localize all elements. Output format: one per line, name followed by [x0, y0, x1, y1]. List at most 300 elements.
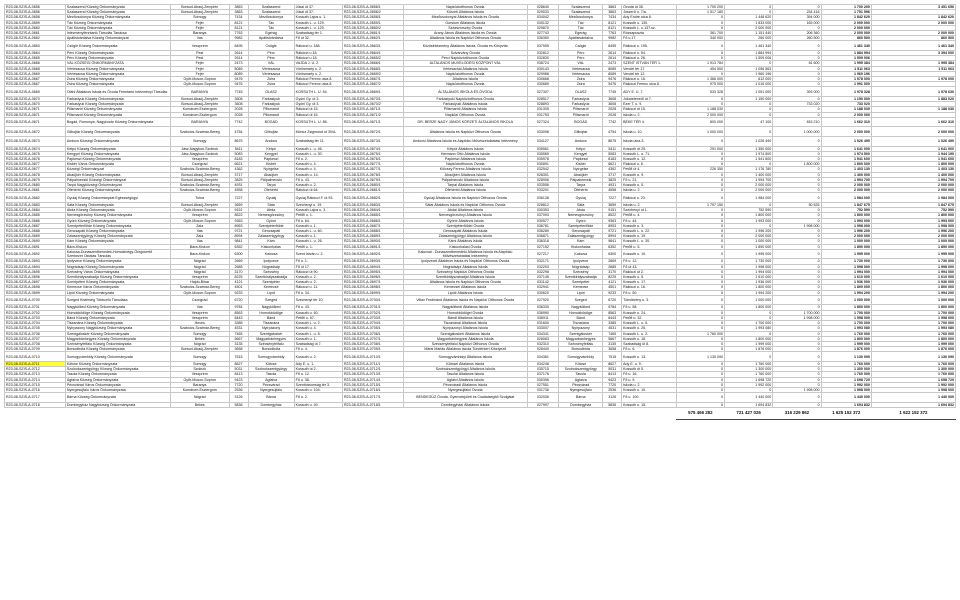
- cell-amount-c: 0: [773, 336, 821, 341]
- cell-om-id: 034341: [527, 331, 558, 336]
- cell-city: Vértesacsa: [248, 66, 294, 71]
- cell-site-city: Somogyvámhidy: [559, 352, 603, 362]
- cell-applicant-name: Nyírpazony Nagyközség Önkormányzata: [65, 326, 170, 331]
- cell-amount-b: 1 694 832: [725, 402, 773, 407]
- cell-institution-name: Kemecsei Általános Iskola: [403, 285, 527, 290]
- cell-county: Baranya: [170, 31, 229, 36]
- cell-site-address: Kossuth út 5.: [622, 367, 677, 372]
- cell-zip: 8183: [229, 157, 248, 162]
- cell-county: Pest: [170, 56, 229, 61]
- cell-site-address: Kossuth L. u.137.sz.: [622, 25, 677, 30]
- cell-institution-name: Szentkirályszabadjai Általános Iskola: [403, 275, 527, 280]
- cell-amount-b: 1 541 600: [725, 157, 773, 162]
- cell-om-id: 033007: [527, 326, 558, 331]
- total-spacer: [622, 407, 677, 419]
- cell-address: Fő u. 43.: [294, 305, 342, 310]
- cell-site-city: Kiskunhalas: [559, 244, 603, 249]
- cell-amount-b: 0: [725, 102, 773, 107]
- cell-amount-total: 1 936 000: [821, 280, 871, 285]
- cell-amount-total: 1 130 090: [821, 352, 871, 362]
- cell-amount-a: 0: [676, 269, 724, 274]
- cell-amount-a: 0: [676, 310, 724, 315]
- cell-amount-c: 0: [773, 213, 821, 218]
- cell-amount-c: 0: [773, 352, 821, 362]
- cell-site-address: Rákóczi u. 16.: [622, 77, 677, 82]
- cell-amount-grand: 2 000 000: [871, 183, 955, 188]
- cell-amount-a: 0: [676, 102, 724, 107]
- cell-amount-b: 1 936 000: [725, 280, 773, 285]
- spreadsheet: [4, 4, 956, 420]
- cell-amount-a: 0: [676, 402, 724, 407]
- cell-om-id: 030669: [527, 82, 558, 87]
- cell-project-id: R23-08-SZIS-A-0713: [5, 372, 66, 377]
- cell-site-zip: 2614: [603, 56, 622, 61]
- cell-city: Zsira: [248, 82, 294, 87]
- cell-amount-a: 0: [676, 367, 724, 372]
- cell-county: Vas: [170, 36, 229, 41]
- cell-project-id: R23-08-SZIS-A-0680: [5, 183, 66, 188]
- cell-address: Fő u. 64.: [294, 218, 342, 223]
- cell-amount-c: 0: [773, 157, 821, 162]
- cell-city: Zsira: [248, 77, 294, 82]
- cell-site-id: R23-08-SZIS-A-0683/1: [342, 203, 403, 208]
- cell-site-id: R23-08-SZIS-A-0658/1: [342, 15, 403, 20]
- cell-site-city: Zsira: [559, 77, 603, 82]
- cell-city: Bárna: [248, 393, 294, 403]
- cell-site-zip: 6720: [603, 295, 622, 305]
- cell-institution-name: Napköziotthonos Óvoda: [403, 71, 527, 76]
- cell-site-id: R23-08-SZIS-A-0706/1: [342, 331, 403, 336]
- cell-site-address: SZENT ISTVÁN TÉR 1.: [622, 61, 677, 66]
- cell-site-id: R23-08-SZIS-A-0678/1: [342, 172, 403, 177]
- cell-address: Petőfi u. 1.: [294, 213, 342, 218]
- cell-zip: 2028: [229, 112, 248, 117]
- cell-city: Kám: [248, 239, 294, 244]
- cell-project-id: R23-08-SZIS-A-0671: [5, 117, 66, 127]
- cell-county: Nógrád: [170, 393, 229, 403]
- cell-applicant-name: Abda Község Önkormányzata: [65, 208, 170, 213]
- cell-om-id: 034361: [527, 352, 558, 362]
- cell-zip: 8495: [229, 41, 248, 51]
- cell-amount-total: 1 610 000: [821, 275, 871, 280]
- cell-amount-b: 2 000 000: [725, 188, 773, 193]
- cell-amount-total: 1 509 006: [821, 56, 871, 61]
- cell-project-id: R23-08-SZIS-A-0696: [5, 275, 66, 280]
- cell-om-id: 029033: [527, 10, 558, 15]
- cell-amount-c: 0: [773, 188, 821, 193]
- cell-site-city: Pálpalmecski: [559, 177, 603, 182]
- cell-site-id: R23-08-SZIS-A-0676/1: [342, 157, 403, 162]
- cell-site-id: R23-08-SZIS-A-0696/1: [342, 275, 403, 280]
- cell-amount-b: 260 000: [725, 36, 773, 41]
- cell-amount-grand: 1 994 200: [871, 290, 955, 295]
- cell-amount-total: 2 000 000: [821, 127, 871, 137]
- cell-address: Kossuth u. 40.: [294, 402, 342, 407]
- cell-site-address: Tömörkény u. 3.: [622, 295, 677, 305]
- cell-site-zip: 3825: [603, 177, 622, 182]
- cell-site-id: R23-08-SZIS-A-0689/1: [342, 234, 403, 239]
- cell-site-address: Kossuth L. u. 30.: [622, 239, 677, 244]
- cell-institution-name: Általános Iskola és Napközi Otthonos Óvoda: [403, 127, 527, 137]
- cell-amount-c: 0: [773, 331, 821, 336]
- cell-om-id: 037145: [527, 275, 558, 280]
- cell-om-id: 034127: [527, 137, 558, 147]
- cell-address: Szabadság tér 11.: [294, 137, 342, 147]
- cell-om-id: 027307: [527, 87, 558, 97]
- cell-city: Egerág: [248, 31, 294, 36]
- cell-zip: 2473: [229, 61, 248, 66]
- cell-applicant-name: Tarpa Nagyközségi Önkormányzat: [65, 183, 170, 188]
- cell-site-zip: 2685: [603, 264, 622, 269]
- cell-site-city: OLASZ: [559, 87, 603, 97]
- cell-amount-c: 0: [773, 285, 821, 290]
- cell-institution-name: Szécsényfelfalui Napközi Otthonos Óvoda: [403, 341, 527, 346]
- cell-amount-b: 0: [725, 331, 773, 336]
- total-spacer: [5, 407, 66, 419]
- cell-site-id: R23-08-SZIS-A-0694/1: [342, 264, 403, 269]
- cell-city: Nagykölked: [248, 305, 294, 310]
- cell-amount-c: 0: [773, 269, 821, 274]
- cell-zip: 9151: [229, 208, 248, 213]
- cell-county: Bács-Kiskun: [170, 244, 229, 249]
- cell-zip: 9423: [229, 377, 248, 382]
- cell-site-city: Kengyel: [559, 151, 603, 156]
- cell-om-id: 031305: [527, 107, 558, 112]
- cell-city: Ágfalva: [248, 377, 294, 382]
- cell-amount-b: 0: [725, 203, 773, 208]
- cell-site-address: Kossuth u. 18.: [622, 336, 677, 341]
- cell-om-id: 027743: [527, 31, 558, 36]
- cell-site-address: Fő u. 100.: [622, 393, 677, 403]
- cell-amount-b: 1 000 000: [725, 239, 773, 244]
- cell-amount-a: 1 517 180: [676, 10, 724, 15]
- cell-project-id: R23-08-SZIS-A-0693: [5, 259, 66, 264]
- cell-site-id: R23-08-SZIS-A-0685/1: [342, 213, 403, 218]
- cell-zip: 5031: [229, 367, 248, 372]
- cell-address: Fő u. 2.: [294, 157, 342, 162]
- cell-site-address: Ezer T. u. 9.: [622, 102, 677, 107]
- cell-amount-b: 0: [725, 315, 773, 320]
- cell-amount-b: 1 800 000: [725, 213, 773, 218]
- cell-site-address: Iskola u. 10.: [622, 127, 677, 137]
- cell-amount-grand: 1 936 000: [871, 280, 955, 285]
- cell-amount-grand: 1 026 490: [871, 137, 955, 147]
- cell-amount-grand: 752 590: [871, 208, 955, 213]
- cell-amount-a: 0: [676, 295, 724, 305]
- cell-project-id: R23-08-SZIS-A-0703: [5, 315, 66, 320]
- cell-amount-a: 0: [676, 234, 724, 239]
- cell-site-id: R23-08-SZIS-A-0684/1: [342, 208, 403, 213]
- cell-site-address: ADY E. U. 7.: [622, 87, 677, 97]
- cell-site-city: Zsira: [559, 82, 603, 87]
- cell-city: Nyírpazony: [248, 326, 294, 331]
- cell-amount-total: 1 150 000: [821, 97, 871, 102]
- cell-site-city: Tarpa: [559, 183, 603, 188]
- cell-site-address: Rózsapuszta: [622, 31, 677, 36]
- cell-city: Abaújkér: [248, 172, 294, 177]
- cell-amount-grand: 2 000 000: [871, 188, 955, 193]
- cell-amount-a: 0: [676, 183, 724, 188]
- cell-site-id: R23-08-SZIS-A-0704/1: [342, 321, 403, 326]
- cell-om-id: 032830: [527, 56, 558, 61]
- cell-site-address: Fő u. 9.: [622, 377, 677, 382]
- cell-amount-total: 1 978 000: [821, 77, 871, 82]
- cell-site-zip: 2028: [603, 112, 622, 117]
- cell-applicant-name: Zsira Község Önkormányzata: [65, 82, 170, 87]
- cell-county: Csongrád: [170, 162, 229, 167]
- cell-city: Szentpéter: [248, 280, 294, 285]
- cell-site-city: Nyírpazony: [559, 326, 603, 331]
- cell-site-zip: 5411: [603, 146, 622, 151]
- cell-address: Petőfi u. 67.: [294, 315, 342, 320]
- cell-site-id: R23-08-SZIS-A-0682/1: [342, 193, 403, 203]
- cell-institution-name: Általános Iskola és Napközi Otthonos Óvoda: [403, 280, 527, 285]
- cell-institution-name: Farkaslyuki Általános Iskola: [403, 102, 527, 107]
- cell-zip: 2669: [229, 259, 248, 264]
- cell-institution-name: Százszorszép Óvoda: [403, 25, 527, 30]
- cell-site-zip: 5083: [603, 151, 622, 156]
- cell-site-zip: 5667: [603, 336, 622, 341]
- cell-site-zip: 9476: [603, 77, 622, 82]
- cell-applicant-name: Ófehértó Község Önkormányzata: [65, 188, 170, 193]
- cell-site-city: BOGÁD: [559, 117, 603, 127]
- cell-amount-grand: 2 000 000: [871, 234, 955, 239]
- cell-county: Veszprém: [170, 41, 229, 51]
- cell-address: Rákóczi u 18.: [294, 56, 342, 61]
- cell-amount-total: 1 511 063: [821, 66, 871, 71]
- cell-address: Jókai út 37.: [294, 5, 342, 10]
- cell-amount-total: 1 800 000: [821, 305, 871, 310]
- cell-amount-total: 2 000 000: [821, 25, 871, 30]
- table-row: [5, 87, 956, 97]
- cell-amount-grand: 1 800 000: [871, 336, 955, 341]
- cell-applicant-name: Borsodbóta Község Önkormányzata: [65, 347, 170, 352]
- cell-amount-a: 1 000 000: [676, 127, 724, 137]
- cell-amount-c: 0: [773, 295, 821, 305]
- cell-site-zip: 9841: [603, 239, 622, 244]
- cell-site-address: Iskola u. 2.: [622, 188, 677, 193]
- cell-site-id: R23-08-SZIS-A-0673/1: [342, 137, 403, 147]
- cell-site-address: Fő u. 44.: [622, 218, 677, 223]
- cell-applicant-name: Lipót Község Önkormányzata: [65, 290, 170, 295]
- cell-site-zip: 3717: [603, 172, 622, 177]
- cell-site-address: Petőfi u. 4.: [622, 213, 677, 218]
- cell-county: Vas: [170, 305, 229, 310]
- cell-county: Szabolcs-Szatmár-Bereg: [170, 183, 229, 188]
- cell-project-id: R23-08-SZIS-A-0689: [5, 234, 66, 239]
- cell-amount-c: 0: [773, 193, 821, 203]
- cell-site-id: R23-08-SZIS-A-0671/1: [342, 117, 403, 127]
- cell-project-id: R23-08-SZIS-A-0671: [5, 107, 66, 112]
- cell-amount-total: 1 993 000: [821, 218, 871, 223]
- cell-county: Nógrád: [170, 341, 229, 346]
- cell-amount-c: 0: [773, 367, 821, 372]
- cell-site-city: Nógrádsáp: [559, 264, 603, 269]
- cell-site-address: Rákóczi u. 6.: [622, 162, 677, 167]
- cell-site-zip: 9982: [603, 36, 622, 41]
- cell-address: KOSSUTH L. U. 86.: [294, 117, 342, 127]
- cell-amount-c: 0: [773, 146, 821, 151]
- cell-site-city: Szalaszend: [559, 5, 603, 10]
- cell-address: Szabadság út 7.: [294, 341, 342, 346]
- cell-address: Ady E. u. 1.: [294, 361, 342, 366]
- cell-city: Kötcse: [248, 361, 294, 366]
- cell-site-zip: 3385: [603, 321, 622, 326]
- cell-om-id: 033098: [527, 127, 558, 137]
- cell-site-city: Sáta: [559, 203, 603, 208]
- cell-om-id: 038724: [527, 61, 558, 66]
- cell-applicant-name: Magyarbánhegyes Község Önkormányzata: [65, 336, 170, 341]
- cell-om-id: 032542: [527, 167, 558, 172]
- cell-applicant-name: Kétpó Község Önkormányzata: [65, 146, 170, 151]
- cell-site-address: Rákóczi u. 26.: [622, 56, 677, 61]
- total-spacer: [527, 407, 558, 419]
- cell-project-id: R23-08-SZIS-A-0714: [5, 377, 66, 382]
- cell-amount-a: 0: [676, 275, 724, 280]
- cell-site-zip: 3608: [603, 97, 622, 102]
- cell-om-id: 035978: [527, 157, 558, 162]
- cell-county: Győr-Moson-Sopron: [170, 377, 229, 382]
- cell-institution-name: Sátai Általános Iskola és Napközi Otthonos Óvoda: [403, 203, 527, 208]
- cell-zip: 8225: [229, 275, 248, 280]
- cell-city: Szentpéterfölde: [248, 223, 294, 228]
- cell-amount-c: 0: [773, 66, 821, 71]
- cell-project-id: R23-08-SZIS-A-0687: [5, 223, 66, 228]
- cell-site-address: Kossuth u. 10.: [622, 387, 677, 392]
- cell-site-id: R23-08-SZIS-A-0675/1: [342, 151, 403, 156]
- cell-amount-b: 1 026 490: [725, 137, 773, 147]
- cell-applicant-name: Dombegyház Nagyközség Önkormányzata: [65, 402, 170, 407]
- cell-county: Győr-Moson-Sopron: [170, 82, 229, 87]
- cell-zip: 6621: [229, 162, 248, 167]
- cell-site-address: Óvoda út 35.: [622, 5, 677, 10]
- cell-amount-total: 1 400 000: [821, 172, 871, 177]
- cell-applicant-name: Szécsényfelfalu Község Önkormányzata: [65, 341, 170, 346]
- cell-amount-a: 0: [676, 315, 724, 320]
- cell-institution-name: Nemesgörzsönyi Általános Iskola: [403, 213, 527, 218]
- cell-site-id: R23-08-SZIS-A-0659/1: [342, 20, 403, 25]
- cell-amount-a: 0: [676, 305, 724, 310]
- cell-site-zip: 9151: [603, 208, 622, 213]
- cell-site-city: Tác: [559, 20, 603, 25]
- cell-institution-name: Szolnokszentgyörgyi Általános Iskola: [403, 367, 527, 372]
- cell-amount-total: 2 000 000: [821, 20, 871, 25]
- cell-address: Kossuth L. u. 46.: [294, 146, 342, 151]
- cell-city: Csögle: [248, 41, 294, 51]
- cell-site-city: Pilismarót: [559, 112, 603, 117]
- cell-amount-total: 733 020: [821, 102, 871, 107]
- cell-site-city: Abaújkér: [559, 172, 603, 177]
- cell-city: Szentkirályszabadja: [248, 275, 294, 280]
- cell-county: Veszprém: [170, 157, 229, 162]
- cell-om-id: 030577: [527, 218, 558, 223]
- cell-amount-total: 1 876 000: [821, 347, 871, 352]
- cell-amount-total: 1 991 000: [821, 82, 871, 87]
- cell-address: Kossuth u. 4.: [294, 162, 342, 167]
- cell-amount-grand: 2 000 000: [871, 127, 955, 137]
- cell-amount-a: 0: [676, 239, 724, 244]
- cell-amount-total: 1 694 832: [821, 402, 871, 407]
- cell-amount-b: 1 509 006: [725, 56, 773, 61]
- cell-site-zip: 3608: [603, 102, 622, 107]
- cell-amount-c: 0: [773, 347, 821, 352]
- cell-om-id: 028812: [527, 203, 558, 208]
- cell-om-id: 028301: [527, 172, 558, 177]
- cell-site-id: R23-08-SZIS-A-0717/1: [342, 393, 403, 403]
- cell-institution-name: Szentgáloskéri Általános Iskola: [403, 331, 527, 336]
- cell-site-id: R23-08-SZIS-A-0708/1: [342, 341, 403, 346]
- cell-site-zip: 4501: [603, 285, 622, 290]
- cell-county: Borsod-Abaúj-Zemplén: [170, 172, 229, 177]
- cell-zip: 5411: [229, 146, 248, 151]
- cell-city: Szeged: [248, 295, 294, 305]
- cell-county: Pest: [170, 51, 229, 56]
- cell-address: Kossuth L. u. 8.: [294, 331, 342, 336]
- cell-project-id: R23-08-SZIS-A-0705: [5, 326, 66, 331]
- cell-om-id: 030353: [527, 208, 558, 213]
- cell-institution-name: Ágfalvi Általános Iskola: [403, 377, 527, 382]
- cell-city: Tasola: [248, 372, 294, 377]
- cell-applicant-name: Ipolyvece Község Önkormányzata: [65, 259, 170, 264]
- cell-county: Szabolcs-Szatmár-Bereg: [170, 188, 229, 193]
- cell-city: Homokbödöge: [248, 310, 294, 315]
- cell-institution-name: Pérci Napköziotthonos Óvoda: [403, 56, 527, 61]
- cell-site-address: Fő u. 16.: [622, 372, 677, 377]
- cell-amount-total: 1 461 340: [821, 41, 871, 51]
- cell-institution-name: Szécsényi Napközi Otthonos Óvoda: [403, 269, 527, 274]
- cell-amount-c: 1 998 000: [773, 387, 821, 392]
- cell-project-id: R23-08-SZIS-A-0717: [5, 393, 66, 403]
- cell-zip: 8089: [229, 71, 248, 76]
- total-spacer: [294, 407, 342, 419]
- cell-city: Kengyel: [248, 151, 294, 156]
- cell-county: Fejér: [170, 61, 229, 66]
- cell-site-id: R23-08-SZIS-A-0664/1: [342, 51, 403, 56]
- cell-institution-name: Arany János Általános Iskola és Óvoda: [403, 31, 527, 36]
- cell-amount-c: 0: [773, 244, 821, 249]
- cell-applicant-name: Pilismarót Község Önkormányzata: [65, 107, 170, 112]
- cell-project-id: R23-08-SZIS-A-0662: [5, 36, 66, 41]
- cell-county: Veszprém: [170, 372, 229, 377]
- cell-site-zip: 8563: [603, 310, 622, 315]
- cell-site-address: Kossuth u. 3.: [622, 223, 677, 228]
- cell-zip: 7763: [229, 31, 248, 36]
- cell-amount-grand: 1 992 000: [871, 382, 955, 387]
- cell-site-zip: 2614: [603, 51, 622, 56]
- table-row: [5, 249, 956, 259]
- cell-address: Gyóni Gy. út 3.: [294, 102, 342, 107]
- cell-amount-a: 0: [676, 208, 724, 213]
- cell-amount-grand: 1 978 630: [871, 87, 955, 97]
- cell-amount-c: 0: [773, 137, 821, 147]
- cell-amount-b: 1 730 000: [725, 259, 773, 264]
- cell-amount-b: 0: [725, 162, 773, 167]
- cell-project-id: R23-08-SZIS-A-0658: [5, 15, 66, 20]
- cell-institution-name: Magyarbánhegyesi Általános Iskola: [403, 336, 527, 341]
- cell-site-zip: 5836: [603, 402, 622, 407]
- cell-site-address: Kossuth L. u. 71.: [622, 151, 677, 156]
- cell-amount-a: 1 366 000: [676, 77, 724, 82]
- cell-site-address: Fő u. 21.: [622, 177, 677, 182]
- cell-om-id: 028440: [527, 347, 558, 352]
- cell-om-id: 032941: [527, 285, 558, 290]
- cell-amount-a: 0: [676, 259, 724, 264]
- cell-institution-name: Homokbödögei Óvoda: [403, 310, 527, 315]
- cell-site-address: Kossuth u. 15.: [622, 402, 677, 407]
- cell-amount-c: 815 210: [773, 117, 821, 127]
- cell-amount-a: 975 000: [676, 82, 724, 87]
- cell-address: Fő út 32.: [294, 36, 342, 41]
